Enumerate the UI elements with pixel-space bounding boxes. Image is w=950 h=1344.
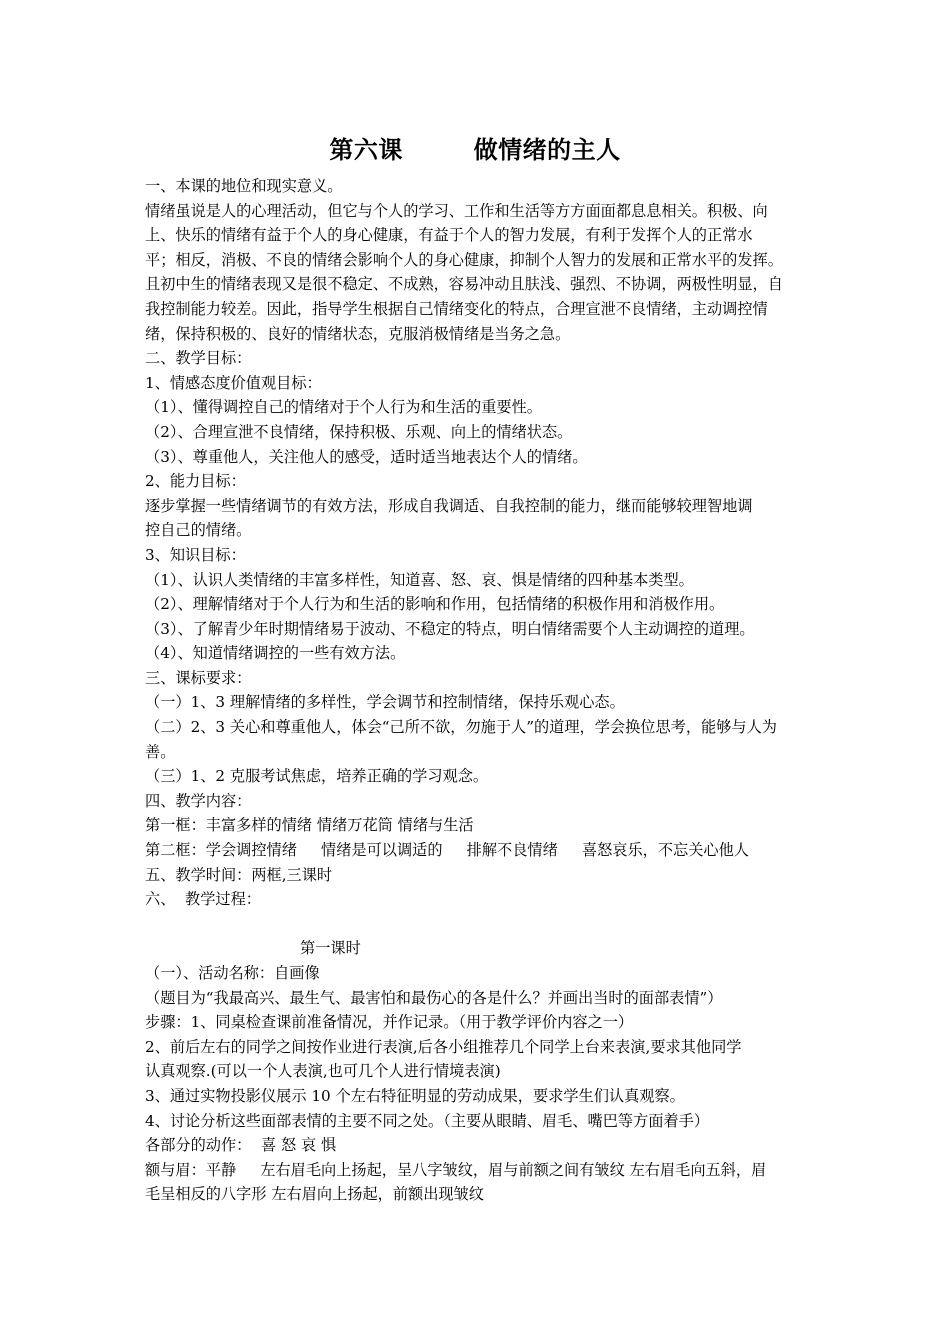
text-line: （2）、理解情绪对于个人行为和生活的影响和作用，包括情绪的积极作用和消极作用。 — [145, 595, 725, 614]
text-line: 额与眉：平静 左右眉毛向上扬起，呈八字皱纹，眉与前额之间有皱纹 左右眉毛向五斜，眉 — [145, 1160, 767, 1179]
text-line: 1、情感态度价值观目标： — [145, 373, 322, 392]
blank-line — [145, 912, 817, 937]
text-line: 2、能力目标： — [145, 472, 246, 491]
text-line: 上、快乐的情绪有益于个人的身心健康，有益于个人的智力发展，有利于发挥个人的正常水 — [145, 226, 753, 245]
text-line: 一、本课的地位和现实意义。 — [145, 177, 343, 195]
text-line: 第二框：学会调控情绪 情绪是可以调适的 排解不良情绪 喜怒哀乐，不忘关心他人 — [145, 841, 749, 860]
text-line: 3、知识目标： — [145, 545, 246, 564]
text-line: （2）、合理宣泄不良情绪，保持积极、乐观、向上的情绪状态。 — [145, 422, 573, 441]
text-line: 认真观察.(可以一个人表演,也可几个人进行情境表演) — [145, 1062, 501, 1081]
text-line: 各部分的动作： 喜 怒 哀 惧 — [145, 1136, 337, 1155]
text-line: （1）、懂得调控自己的情绪对于个人行为和生活的重要性。 — [145, 398, 542, 417]
text-line: 我控制能力较差。因此，指导学生根据自己情绪变化的特点，合理宣泄不良情绪，主动调控情 — [145, 299, 768, 318]
text-line: （题目为“我最高兴、最生气、最害怕和最伤心的各是什么？并画出当时的面部表情”） — [145, 988, 723, 1007]
page-title: 第六课 做情绪的主人 — [329, 135, 621, 164]
lesson-heading: 第一课时 — [300, 939, 361, 958]
document-body — [145, 174, 817, 1207]
text-line: 4、讨论分析这些面部表情的主要不同之处。（主要从眼睛、眉毛、嘴巴等方面着手） — [145, 1111, 710, 1130]
text-line: 步骤：1、同桌检查课前准备情况，并作记录。（用于教学评价内容之一） — [145, 1013, 634, 1032]
text-line: （3）、了解青少年时期情绪易于波动、不稳定的特点，明白情绪需要个人主动调控的道理。 — [145, 619, 755, 638]
text-line: （一）1、3 理解情绪的多样性，学会调节和控制情绪，保持乐观心态。 — [145, 693, 625, 712]
text-line: 3、通过实物投影仪展示 10 个左右特征明显的劳动成果，要求学生们认真观察。 — [145, 1086, 685, 1105]
text-line: （一）、活动名称：自画像 — [145, 964, 320, 982]
text-line: 二、教学目标： — [145, 349, 252, 368]
text-line: 逐步掌握一些情绪调节的有效方法，形成自我调适、自我控制的能力，继而能够较理智地调 — [145, 496, 753, 515]
text-line: 2、前后左右的同学之间按作业进行表演,后各小组推荐几个同学上台来表演,要求其他同学 — [145, 1037, 742, 1056]
text-line: 五、教学时间：两框,三课时 — [145, 865, 333, 884]
text-line: 且初中生的情绪表现又是很不稳定、不成熟，容易冲动且肤浅、强烈、不协调，两极性明显，自 — [145, 275, 783, 294]
text-line: 六、 教学过程： — [145, 890, 261, 909]
text-line: 平；相反，消极、不良的情绪会影响个人的身心健康，抑制个人智力的发展和正常水平的发挥。 — [145, 250, 783, 269]
text-line: （3）、尊重他人，关注他人的感受，适时适当地表达个人的情绪。 — [145, 447, 588, 466]
text-line: （4）、知道情绪调控的一些有效方法。 — [145, 644, 406, 663]
text-line: （1）、认识人类情绪的丰富多样性，知道喜、怒、哀、惧是情绪的四种基本类型。 — [145, 570, 694, 589]
text-line: 三、课标要求： — [145, 668, 252, 687]
text-line: 四、教学内容： — [145, 791, 252, 810]
text-line: （二）2、3 关心和尊重他人，体会“己所不欲，勿施于人”的道理，学会换位思考，能够与人为 — [145, 718, 777, 737]
text-line: 情绪虽说是人的心理活动，但它与个人的学习、工作和生活等方方面面都息息相关。积极、向 — [145, 201, 768, 220]
text-line: 第一框：丰富多样的情绪 情绪万花筒 情绪与生活 — [145, 816, 474, 835]
text-line: （三）1、2 克服考试焦虑，培养正确的学习观念。 — [145, 767, 489, 786]
text-line: 绪，保持积极的、良好的情绪状态，克服消极情绪是当务之急。 — [145, 324, 571, 343]
text-line: 毛呈相反的八字形 左右眉向上扬起，前额出现皱纹 — [145, 1185, 484, 1204]
text-line: 控自己的情绪。 — [145, 521, 252, 540]
text-line: 善。 — [145, 742, 176, 761]
